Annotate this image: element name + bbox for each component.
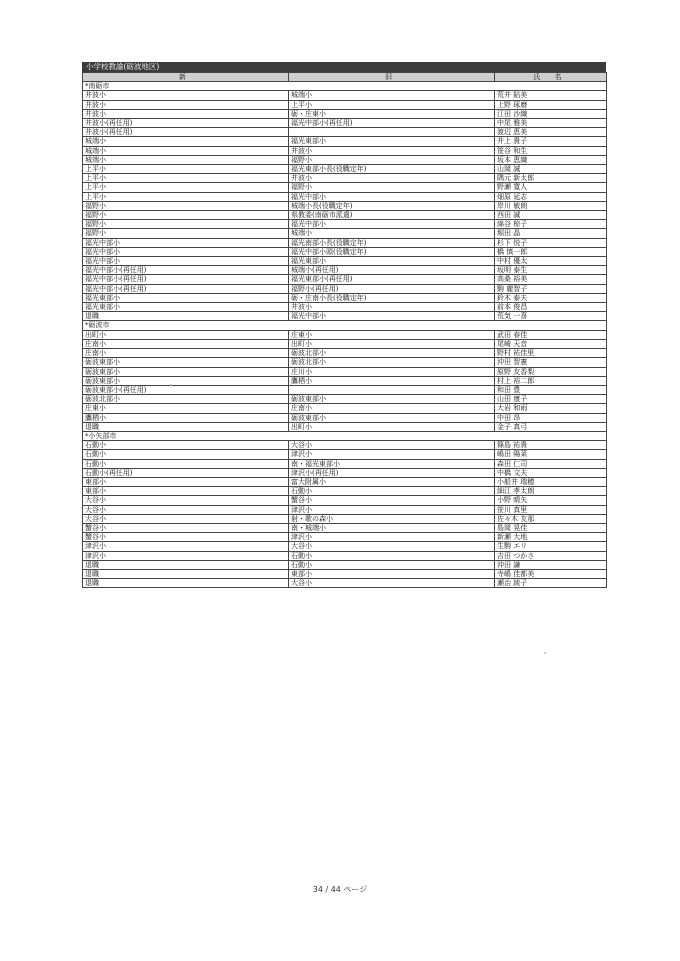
sheet-title: 小学校教諭(砺波地区)	[82, 62, 606, 72]
new-post-cell: 石動小	[83, 441, 289, 450]
table-row	[83, 477, 607, 486]
old-post-cell: 福野小	[289, 183, 495, 192]
table-row	[83, 247, 607, 256]
table-row	[83, 183, 607, 192]
name-cell: 原野 友香梨	[495, 367, 607, 376]
region-row	[83, 82, 607, 91]
name-cell: 井上 貴子	[495, 137, 607, 146]
table-row	[83, 395, 607, 404]
name-cell: 江田 沙織	[495, 109, 607, 118]
new-post-cell: 井波小	[83, 91, 289, 100]
header-old: 旧	[289, 73, 495, 82]
old-post-cell	[289, 385, 495, 394]
name-cell: 中村 優太	[495, 257, 607, 266]
scan-speck	[544, 652, 546, 654]
new-post-cell: 福光中部小(再任用)	[83, 266, 289, 275]
name-cell: 金子 真弓	[495, 422, 607, 431]
old-post-cell: 砺・庄東小	[289, 109, 495, 118]
old-post-cell: 井波小	[289, 174, 495, 183]
table-row	[83, 275, 607, 284]
new-post-cell: 退職	[83, 579, 289, 588]
table-row	[83, 385, 607, 394]
name-cell: 寺嶋 佳都美	[495, 569, 607, 578]
table-row	[83, 330, 607, 339]
table-row	[83, 119, 607, 128]
table-row	[83, 100, 607, 109]
table-row	[83, 303, 607, 312]
table-row	[83, 422, 607, 431]
table-row	[83, 201, 607, 210]
name-cell: 森田 仁司	[495, 459, 607, 468]
new-post-cell: 石動小	[83, 459, 289, 468]
new-post-cell: 東部小	[83, 487, 289, 496]
name-cell: 坂本 恵織	[495, 155, 607, 164]
new-post-cell: 大谷小	[83, 496, 289, 505]
name-cell: 中田 昂	[495, 413, 607, 422]
table-row	[83, 523, 607, 532]
table-row	[83, 293, 607, 302]
new-post-cell: 上平小	[83, 192, 289, 201]
table-row	[83, 238, 607, 247]
old-post-cell: 庄南小	[289, 404, 495, 413]
table-row	[83, 413, 607, 422]
table-row	[83, 542, 607, 551]
new-post-cell: 大谷小	[83, 514, 289, 523]
old-post-cell: 東部小	[289, 569, 495, 578]
table-row	[83, 128, 607, 137]
name-cell: 笹川 真里	[495, 505, 607, 514]
table-row	[83, 211, 607, 220]
old-post-cell: 蟹谷小	[289, 496, 495, 505]
new-post-cell: 福野小	[83, 229, 289, 238]
old-post-cell: 射・歌の森小	[289, 514, 495, 523]
name-cell: 新瀬 大地	[495, 533, 607, 542]
name-cell: 沖田 智憲	[495, 358, 607, 367]
new-post-cell: 上平小	[83, 165, 289, 174]
new-post-cell: 石動小	[83, 450, 289, 459]
old-post-cell: 福光中部小頭(役職定年)	[289, 247, 495, 256]
new-post-cell: 砺波北部小	[83, 395, 289, 404]
new-post-cell: 庄南小	[83, 339, 289, 348]
old-post-cell: 津沢小	[289, 450, 495, 459]
new-post-cell: 井波小(再任用)	[83, 119, 289, 128]
old-post-cell: 出町小	[289, 422, 495, 431]
new-post-cell: 鷹栖小	[83, 413, 289, 422]
new-post-cell: 城端小	[83, 155, 289, 164]
table-row	[83, 496, 607, 505]
new-post-cell: 井波小(再任用)	[83, 128, 289, 137]
table-row	[83, 468, 607, 477]
table-row	[83, 109, 607, 118]
old-post-cell: 砺波北部小	[289, 349, 495, 358]
new-post-cell: 砺波東部小(再任用)	[83, 385, 289, 394]
new-post-cell: 退職	[83, 422, 289, 431]
old-post-cell: 福光東部小	[289, 137, 495, 146]
old-post-cell: 城端小(再任用)	[289, 266, 495, 275]
old-post-cell: 大谷小	[289, 579, 495, 588]
name-cell: 中橋 文夫	[495, 468, 607, 477]
new-post-cell: 上平小	[83, 174, 289, 183]
old-post-cell: 城端小	[289, 229, 495, 238]
old-post-cell: 南・福光東部小	[289, 459, 495, 468]
new-post-cell: 福光中部小	[83, 257, 289, 266]
name-cell: 山岡 誠	[495, 165, 607, 174]
table-row	[83, 358, 607, 367]
new-post-cell: 庄東小	[83, 404, 289, 413]
name-cell: 細江 孝太朗	[495, 487, 607, 496]
table-row	[83, 257, 607, 266]
old-post-cell: 大谷小	[289, 542, 495, 551]
new-post-cell: 福光中部小(再任用)	[83, 284, 289, 293]
new-post-cell: 砺波東部小	[83, 367, 289, 376]
name-cell: 小船井 瑞穂	[495, 477, 607, 486]
name-cell: 荒井 貼美	[495, 91, 607, 100]
new-post-cell: 福光東部小	[83, 293, 289, 302]
new-post-cell: 井波小	[83, 109, 289, 118]
table-row	[83, 174, 607, 183]
new-post-cell: 石動小(再任用)	[83, 468, 289, 477]
name-cell: 佐々木 友那	[495, 514, 607, 523]
old-post-cell: 出町小	[289, 339, 495, 348]
name-cell: 岸川 敏朗	[495, 201, 607, 210]
header-row	[83, 73, 607, 82]
name-cell: 尾崎 天音	[495, 339, 607, 348]
old-post-cell: 井波小	[289, 303, 495, 312]
new-post-cell: 福野小	[83, 211, 289, 220]
new-post-cell: 福光中部小	[83, 247, 289, 256]
header-name: 氏 名	[495, 73, 607, 82]
name-cell: 沖田 謙	[495, 560, 607, 569]
new-post-cell: 蟹谷小	[83, 533, 289, 542]
name-cell: 篠島 祐貴	[495, 441, 607, 450]
table-row	[83, 551, 607, 560]
personnel-sheet	[82, 62, 606, 588]
table-row	[83, 220, 607, 229]
new-post-cell: 福光中部小	[83, 238, 289, 247]
new-post-cell: 庄南小	[83, 349, 289, 358]
old-post-cell: 福光中部小(再任用)	[289, 119, 495, 128]
new-post-cell: 城端小	[83, 137, 289, 146]
region-label: *砺波市	[83, 321, 607, 330]
name-cell: 高桑 裕美	[495, 275, 607, 284]
name-cell: 山田 康子	[495, 395, 607, 404]
new-post-cell: 城端小	[83, 146, 289, 155]
table-row	[83, 229, 607, 238]
name-cell: 嶋田 陽菜	[495, 450, 607, 459]
new-post-cell: 津沢小	[83, 551, 289, 560]
old-post-cell	[289, 128, 495, 137]
new-post-cell: 井波小	[83, 100, 289, 109]
new-post-cell: 福光東部小	[83, 303, 289, 312]
header-new: 新	[83, 73, 289, 82]
table-row	[83, 146, 607, 155]
old-post-cell: 津沢小	[289, 533, 495, 542]
new-post-cell: 退職	[83, 569, 289, 578]
new-post-cell: 福野小	[83, 201, 289, 210]
table-row	[83, 569, 607, 578]
new-post-cell: 東部小	[83, 477, 289, 486]
region-row	[83, 431, 607, 440]
new-post-cell: 福野小	[83, 220, 289, 229]
table-row	[83, 266, 607, 275]
old-post-cell: 鷹栖小	[289, 376, 495, 385]
new-post-cell: 津沢小	[83, 542, 289, 551]
name-cell: 野村 祐佳里	[495, 349, 607, 358]
old-post-cell: 庄川小	[289, 367, 495, 376]
table-row	[83, 533, 607, 542]
table-row	[83, 192, 607, 201]
old-post-cell: 富大附属小	[289, 477, 495, 486]
old-post-cell: 砺波北部小	[289, 358, 495, 367]
table-row	[83, 155, 607, 164]
name-cell: 村上 裕二郎	[495, 376, 607, 385]
old-post-cell: 井波小	[289, 146, 495, 155]
name-cell: 堀田 晶	[495, 229, 607, 238]
table-row	[83, 137, 607, 146]
table-row	[83, 165, 607, 174]
old-post-cell: 津沢小(再任用)	[289, 468, 495, 477]
table-row	[83, 339, 607, 348]
new-post-cell: 福光中部小(再任用)	[83, 275, 289, 284]
old-post-cell: 砺・庄南小長(役職定年)	[289, 293, 495, 302]
old-post-cell: 福光南部小長(役職定年)	[289, 238, 495, 247]
new-post-cell: 砺波東部小	[83, 358, 289, 367]
name-cell: 野瀬 寛人	[495, 183, 607, 192]
table-row	[83, 514, 607, 523]
name-cell: 坂明 泰生	[495, 266, 607, 275]
table-row	[83, 505, 607, 514]
old-post-cell: 津沢小	[289, 505, 495, 514]
name-cell: 大岩 和雨	[495, 404, 607, 413]
new-post-cell: 蟹谷小	[83, 523, 289, 532]
old-post-cell: 福光中部小	[289, 192, 495, 201]
table-row	[83, 450, 607, 459]
name-cell: 上野 琢磨	[495, 100, 607, 109]
name-cell: 橋 慎一郎	[495, 247, 607, 256]
name-cell: 鈴木 泰夫	[495, 293, 607, 302]
table-row	[83, 560, 607, 569]
new-post-cell: 上平小	[83, 183, 289, 192]
name-cell: 綿谷 椋子	[495, 220, 607, 229]
region-row	[83, 321, 607, 330]
table-row	[83, 312, 607, 321]
name-cell: 笹谷 和生	[495, 146, 607, 155]
table-row	[83, 441, 607, 450]
region-label: *南砺市	[83, 82, 607, 91]
old-post-cell: 石動小	[289, 560, 495, 569]
old-post-cell: 砺波東部小	[289, 395, 495, 404]
old-post-cell: 庄東小	[289, 330, 495, 339]
name-cell: 渡辺 恵美	[495, 128, 607, 137]
name-cell: 駒 麗智子	[495, 284, 607, 293]
new-post-cell: 砺波東部小	[83, 376, 289, 385]
name-cell: 中尾 雅美	[495, 119, 607, 128]
name-cell: 島岡 晃佳	[495, 523, 607, 532]
old-post-cell: 南・城端小	[289, 523, 495, 532]
name-cell: 荒気 一喜	[495, 312, 607, 321]
personnel-table	[82, 72, 607, 588]
old-post-cell: 上平小	[289, 100, 495, 109]
name-cell: 畑原 延志	[495, 192, 607, 201]
table-row	[83, 579, 607, 588]
scan-speck	[170, 384, 172, 386]
old-post-cell: 福光中部小	[289, 312, 495, 321]
old-post-cell: 福光東部小長(役職定年)	[289, 165, 495, 174]
name-cell: 和田 豊	[495, 385, 607, 394]
table-row	[83, 284, 607, 293]
old-post-cell: 福光東部小	[289, 257, 495, 266]
name-cell: 吉田 つかさ	[495, 551, 607, 560]
name-cell: 前本 俊昌	[495, 303, 607, 312]
new-post-cell: 出町小	[83, 330, 289, 339]
old-post-cell: 福野小	[289, 155, 495, 164]
table-row	[83, 91, 607, 100]
old-post-cell: 福野小(再任用)	[289, 284, 495, 293]
name-cell: 隅元 新太郎	[495, 174, 607, 183]
new-post-cell: 大谷小	[83, 505, 289, 514]
table-row	[83, 376, 607, 385]
table-row	[83, 349, 607, 358]
name-cell: 小野 晴矢	[495, 496, 607, 505]
old-post-cell: 福光東部小(再任用)	[289, 275, 495, 284]
old-post-cell: 県教委(南砺市派遣)	[289, 211, 495, 220]
table-row	[83, 367, 607, 376]
page-number: 34 / 44 ページ	[312, 885, 368, 894]
table-row	[83, 459, 607, 468]
new-post-cell: 退職	[83, 312, 289, 321]
old-post-cell: 福光中部小	[289, 220, 495, 229]
old-post-cell: 大谷小	[289, 441, 495, 450]
name-cell: 杉下 悦子	[495, 238, 607, 247]
table-row	[83, 404, 607, 413]
table-row	[83, 487, 607, 496]
new-post-cell: 退職	[83, 560, 289, 569]
name-cell: 瀬治 綾子	[495, 579, 607, 588]
old-post-cell: 石動小	[289, 487, 495, 496]
name-cell: 武田 春佳	[495, 330, 607, 339]
old-post-cell: 城端小長(役職定年)	[289, 201, 495, 210]
name-cell: 西田 誠	[495, 211, 607, 220]
old-post-cell: 砺波東部小	[289, 413, 495, 422]
region-label: *小矢部市	[83, 431, 607, 440]
old-post-cell: 石動小	[289, 551, 495, 560]
name-cell: 生駒 エリ	[495, 542, 607, 551]
old-post-cell: 城端小	[289, 91, 495, 100]
